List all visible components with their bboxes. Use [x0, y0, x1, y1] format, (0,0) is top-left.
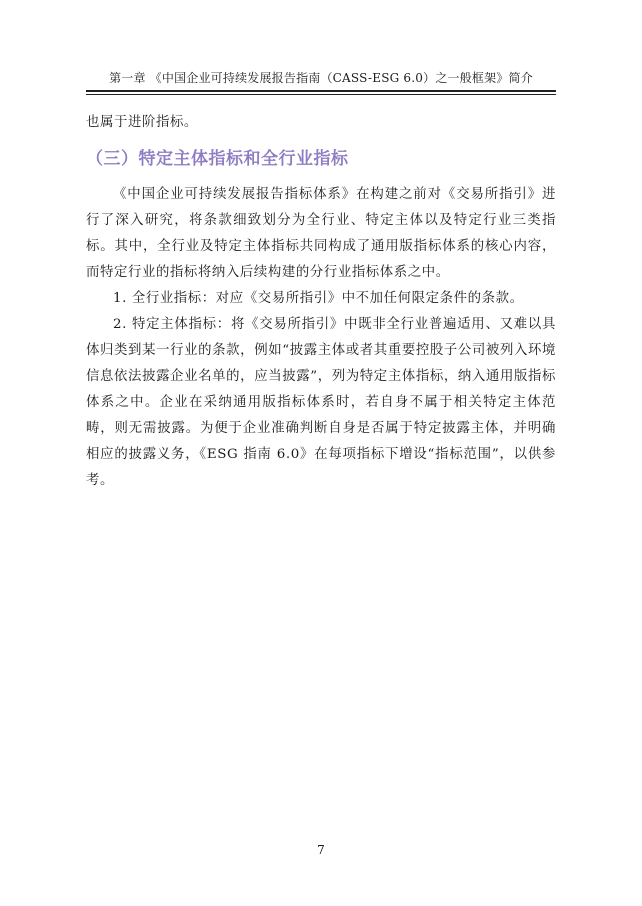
page-body — [86, 110, 556, 494]
intro-paragraph: 《中国企业可持续发展报告指标体系》在构建之前对《交易所指引》进行了深入研究，将条款细致划分为全行业、特定主体以及特定行业三类指标。其中，全行业及特定主体指标共同构成了通用版指标体系的核心内容，而特定行业的指标将纳入后续构建的分行业指标体系之中。 — [86, 187, 556, 280]
list-item-2: 2. 特定主体指标：将《交易所指引》中既非全行业普遍适用、又难以具体归类到某一行业的条款，例如“披露主体或者其重要控股子公司被列入环境信息依法披露企业名单的，应当披露”，列为特定主体指标，纳入通用版指标体系之中。企业在采纳通用版指标体系时，若自身不属于相关特定主体范畴，则无需披露。为便于企业准确判断自身是否属于特定披露主体，并明确相应的披露义务，《ESG 指南 6.0》在每项指标下增设“指标范围”，以供参考。 — [86, 317, 556, 488]
page-number: 7 — [317, 843, 325, 857]
running-header: 第一章 《中国企业可持续发展报告指南（CASS-ESG 6.0）之一般框架》简介 — [109, 71, 533, 85]
header-rule-thin — [86, 94, 556, 95]
list-item-1: 1. 全行业指标：对应《交易所指引》中不加任何限定条件的条款。 — [113, 291, 524, 306]
header-rule-thick — [86, 90, 556, 92]
section-heading: （三）特定主体指标和全行业指标 — [86, 149, 349, 169]
continuation-paragraph: 也属于进阶指标。 — [86, 115, 198, 130]
